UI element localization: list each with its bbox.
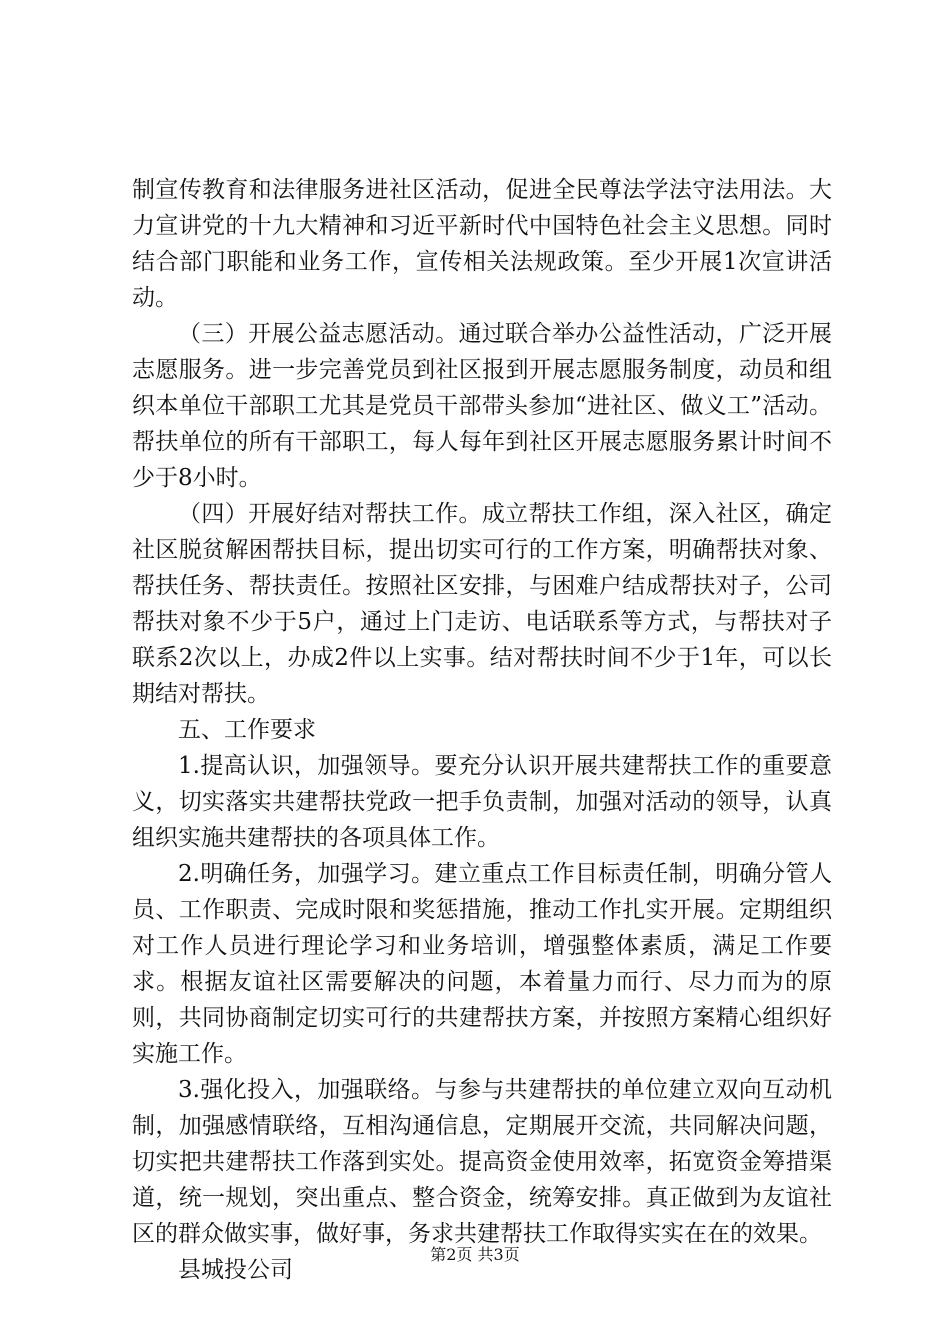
signature-organization: 县城投公司 <box>178 1257 293 1283</box>
page-number-footer: 第2页 共3页 <box>430 1245 520 1264</box>
paragraph-requirement-1: 1.提高认识，加强领导。要充分认识开展共建帮扶工作的重要意义，切实落实共建帮扶党政一把手负责制，加强对活动的领导，认真组织实施共建帮扶的各项具体工作。 <box>132 753 832 851</box>
document-body <box>132 172 832 1288</box>
paragraph-paired-assistance: （四）开展好结对帮扶工作。成立帮扶工作组，深入社区，确定社区脱贫解困帮扶目标，提出切实可行的工作方案，明确帮扶对象、帮扶任务、帮扶责任。按照社区安排，与困难户结成帮扶对子，公司帮扶对象不少于5户，通过上门走访、电话联系等方式，与帮扶对子联系2次以上，办成2件以上实事。结对帮扶时间不少于1年，可以长期结对帮扶。 <box>132 501 832 707</box>
section-heading-work-requirements: 五、工作要求 <box>178 717 316 743</box>
paragraph-requirement-3: 3.强化投入，加强联络。与参与共建帮扶的单位建立双向互动机制，加强感情联络，互相沟通信息，定期展开交流，共同解决问题，切实把共建帮扶工作落到实处。提高资金使用效率，拓宽资金筹措渠道，统一规划，突出重点、整合资金，统筹安排。真正做到为友谊社区的群众做实事，做好事，务求共建帮扶工作取得实实在在的效果。 <box>132 1077 832 1247</box>
paragraph-requirement-2: 2.明确任务，加强学习。建立重点工作目标责任制，明确分管人员、工作职责、完成时限和奖惩措施，推动工作扎实开展。定期组织对工作人员进行理论学习和业务培训，增强整体素质，满足工作要求。根据友谊社区需要解决的问题，本着量力而行、尽力而为的原则，共同协商制定切实可行的共建帮扶方案，并按照方案精心组织好实施工作。 <box>132 861 832 1067</box>
paragraph-volunteer-activities: （三）开展公益志愿活动。通过联合举办公益性活动，广泛开展志愿服务。进一步完善党员到社区报到开展志愿服务制度，动员和组织本单位干部职工尤其是党员干部带头参加“进社区、做义工”活动。帮扶单位的所有干部职工，每人每年到社区开展志愿服务累计时间不少于8小时。 <box>132 321 832 491</box>
paragraph-continued: 制宣传教育和法律服务进社区活动，促进全民尊法学法守法用法。大力宣讲党的十九大精神和习近平新时代中国特色社会主义思想。同时结合部门职能和业务工作，宣传相关法规政策。至少开展1次宣讲活动。 <box>132 177 832 311</box>
